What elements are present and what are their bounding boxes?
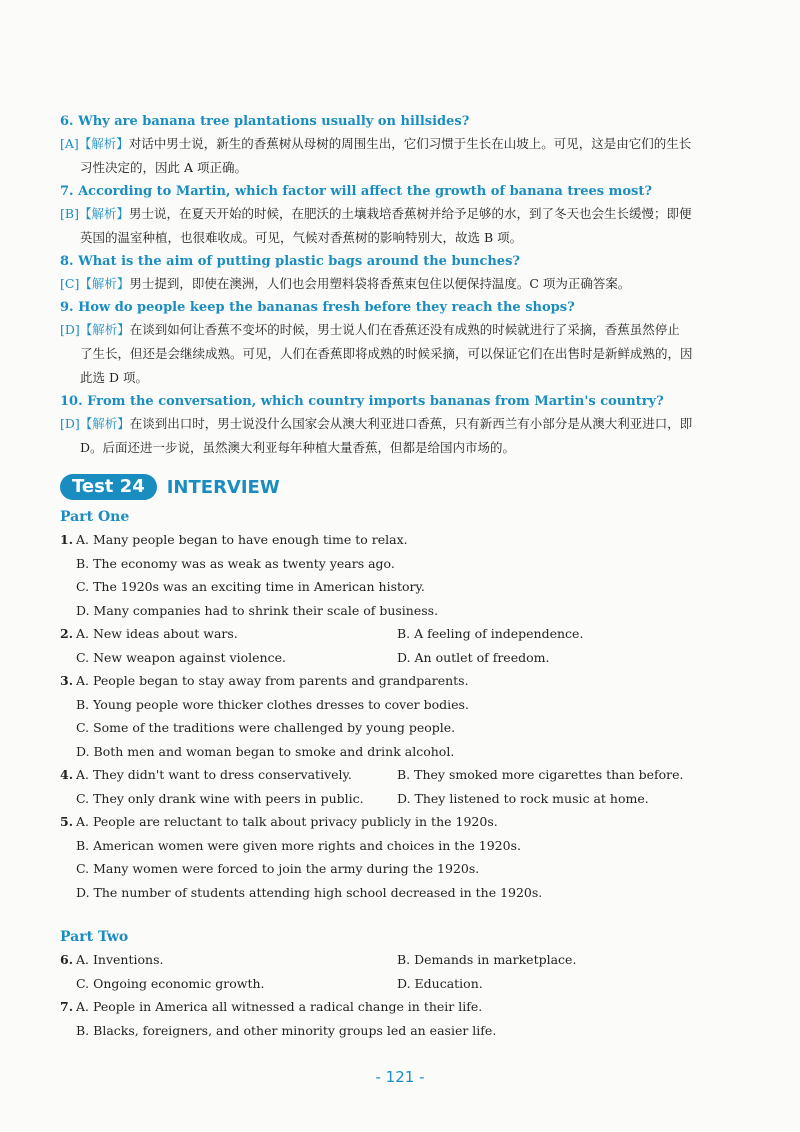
answer-key: [B] — [60, 206, 79, 221]
explanation-line: 了生长，但还是会继续成熟。可见，人们在香蕉即将成熟的时候采摘，可以保证它们在出售时是新鲜成熟的，因 — [80, 346, 693, 361]
option-c: C. Many women were forced to join the army during the 1920s. — [76, 861, 480, 876]
option-c: C. Some of the traditions were challenged by young people. — [76, 720, 456, 735]
explanation-6 — [60, 112, 740, 180]
option-d: D. Many companies had to shrink their scale of business. — [76, 602, 439, 618]
option-d: D. Education. — [397, 975, 483, 991]
explanation-10 — [60, 392, 740, 460]
explanation-line: 在谈到出口时，男士说没什么国家会从澳大利亚进口香蕉，只有新西兰有小部分是从澳大利亚进口，即 — [129, 416, 693, 431]
answer-key: [A] — [60, 136, 79, 151]
option-b: B. Demands in marketplace. — [397, 952, 577, 967]
option-a: A. People are reluctant to talk about privacy publicly in the 1920s. — [76, 814, 498, 829]
explanation-line: 男士提到，即使在澳洲，人们也会用塑料袋将香蕉束包住以便保持温度。C 项为正确答案。 — [129, 276, 631, 291]
answer-key: [D] — [60, 322, 80, 337]
option-a: A. People in America all witnessed a radical change in their life. — [76, 999, 483, 1014]
question-heading: 10. From the conversation, which country imports bananas from Martin's country? — [60, 394, 664, 409]
explanation-line: 英国的温室种植，也很难收成。可见，气候对香蕉树的影响特别大，故选 B 项。 — [80, 230, 523, 245]
option-d: D. An outlet of freedom. — [397, 649, 550, 665]
analysis-label: 【解析】 — [78, 206, 129, 221]
option-c: C. Ongoing economic growth. — [76, 975, 265, 991]
test-heading — [60, 472, 740, 502]
question-number: 4. — [60, 767, 74, 782]
question-4 — [60, 763, 740, 810]
part-two-title: Part Two — [60, 929, 129, 945]
test-badge: Test 24 — [60, 474, 157, 500]
question-heading: 9. How do people keep the bananas fresh before they reach the shops? — [60, 300, 575, 315]
answer-explanation — [60, 412, 740, 460]
question-1 — [60, 528, 740, 622]
option-a: A. People began to stay away from parents and grandparents. — [76, 673, 469, 688]
answer-key: [C] — [60, 276, 80, 291]
option-d: D. They listened to rock music at home. — [397, 790, 649, 806]
explanation-line: 对话中男士说，新生的香蕉树从母树的周围生出，它们习惯于生长在山坡上。可见，这是由它们的生长 — [128, 136, 692, 151]
option-d: D. The number of students attending high school decreased in the 1920s. — [76, 884, 543, 900]
option-d: D. Both men and woman began to smoke and drink alcohol. — [76, 743, 455, 759]
question-number: 2. — [60, 626, 74, 641]
explanation-9 — [60, 298, 740, 390]
option-a: A. New ideas about wars. — [76, 626, 238, 641]
page-content — [60, 112, 740, 1042]
answer-key: [D] — [60, 416, 80, 431]
question-number: 3. — [60, 673, 74, 688]
analysis-label: 【解析】 — [78, 136, 129, 151]
option-c: C. The 1920s was an exciting time in American history. — [76, 579, 425, 594]
option-a: A. Inventions. — [76, 952, 164, 967]
option-a: A. Many people began to have enough time to relax. — [76, 532, 408, 547]
option-b: B. Blacks, foreigners, and other minority groups led an easier life. — [76, 1022, 497, 1038]
explanation-line: D。后面还进一步说，虽然澳大利亚每年种植大量香蕉，但都是给国内市场的。 — [80, 440, 516, 455]
analysis-label: 【解析】 — [79, 276, 130, 291]
question-heading: 8. What is the aim of putting plastic bags around the bunches? — [60, 254, 521, 269]
answer-explanation — [60, 318, 740, 390]
option-b: B. A feeling of independence. — [397, 626, 584, 641]
question-5 — [60, 810, 740, 904]
answer-explanation — [60, 132, 740, 180]
option-b: B. The economy was as weak as twenty years ago. — [76, 555, 395, 571]
page-number: - 121 - — [375, 1068, 425, 1086]
question-number: 1. — [60, 532, 74, 547]
explanation-8 — [60, 252, 740, 296]
question-number: 5. — [60, 814, 74, 829]
explanation-line: 此选 D 项。 — [80, 370, 148, 385]
test-title: INTERVIEW — [166, 476, 280, 498]
question-2 — [60, 622, 740, 669]
question-heading: 7. According to Martin, which factor will affect the growth of banana trees most? — [60, 184, 652, 199]
option-b: B. American women were given more rights and choices in the 1920s. — [76, 837, 521, 853]
question-number: 7. — [60, 999, 74, 1014]
option-a: A. They didn't want to dress conservatively. — [76, 767, 352, 782]
question-number: 6. — [60, 952, 74, 967]
answer-explanation — [60, 202, 740, 250]
explanation-line: 男士说，在夏天开始的时候，在肥沃的土壤栽培香蕉树并给予足够的水，到了冬天也会生长缓慢；即便 — [128, 206, 692, 221]
explanation-line: 在谈到如何让香蕉不变坏的时候，男士说人们在香蕉还没有成熟的时候就进行了采摘，香蕉虽然停止 — [129, 322, 680, 337]
question-heading: 6. Why are banana tree plantations usually on hillsides? — [60, 114, 470, 129]
explanation-7 — [60, 182, 740, 250]
question-7 — [60, 995, 740, 1042]
part-one-title: Part One — [60, 509, 130, 525]
analysis-label: 【解析】 — [79, 416, 130, 431]
question-6 — [60, 948, 740, 995]
option-c: C. They only drank wine with peers in public. — [76, 790, 364, 806]
option-b: B. Young people wore thicker clothes dresses to cover bodies. — [76, 696, 469, 712]
option-b: B. They smoked more cigarettes than before. — [397, 767, 684, 782]
answer-explanation — [60, 272, 740, 296]
explanation-line: 习性决定的，因此 A 项正确。 — [80, 160, 247, 175]
option-c: C. New weapon against violence. — [76, 649, 286, 665]
analysis-label: 【解析】 — [79, 322, 130, 337]
question-3 — [60, 669, 740, 763]
